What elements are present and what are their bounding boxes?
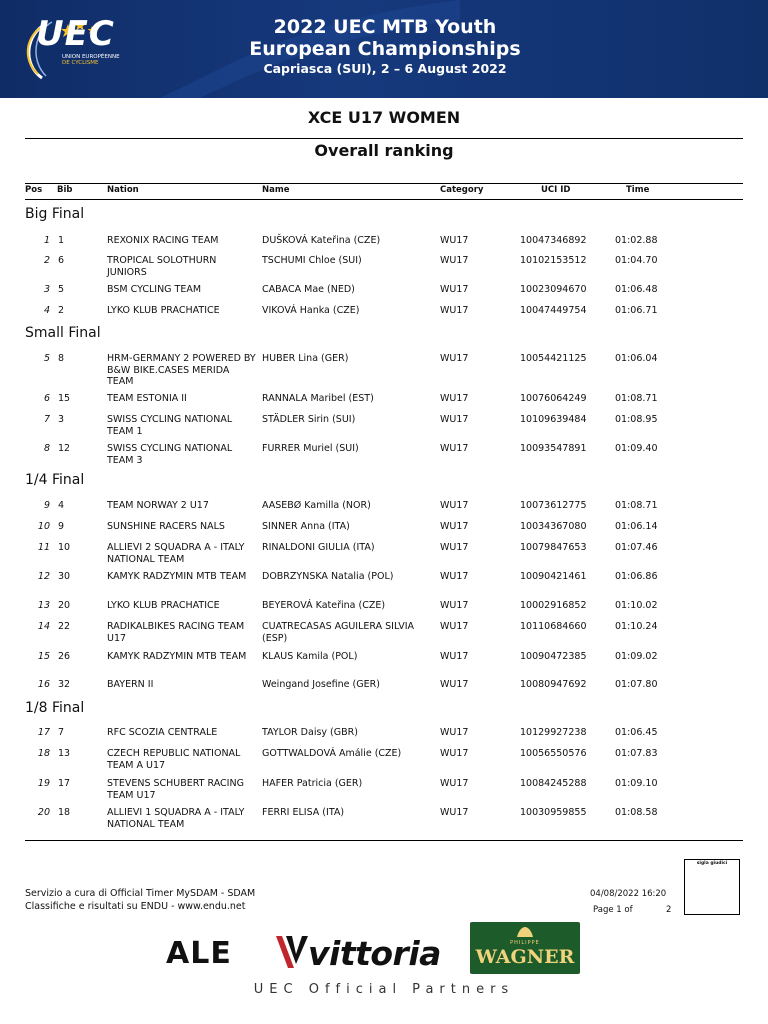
divider <box>25 840 743 841</box>
page-total: 2 <box>666 905 672 915</box>
wagner-crest-icon <box>515 925 535 939</box>
footer-line-1: Servizio a cura di Official Timer MySDAM - SDAM <box>25 888 256 899</box>
ranking-title: Overall ranking <box>314 141 454 160</box>
title-line-1: 2022 UEC MTB Youth <box>273 16 497 38</box>
event-title: XCE U17 WOMEN <box>307 108 461 127</box>
divider <box>25 199 743 200</box>
wagner-logo-text: WAGNER <box>475 946 575 968</box>
championship-title <box>240 16 530 78</box>
official-partners-caption: UEC Official Partners <box>253 982 515 997</box>
wagner-logo <box>470 922 580 974</box>
title-line-3: Capriasca (SUI), 2 – 6 August 2022 <box>263 61 507 76</box>
column-header-nation: Nation <box>107 185 139 195</box>
footer-line-2: Classifiche e risultati su ENDU - www.endu.net <box>25 900 246 912</box>
uec-logo-text: UEC <box>36 14 115 54</box>
vittoria-v-icon <box>274 932 310 972</box>
page-indicator: Page 1 of <box>593 905 633 915</box>
judges-signature-box <box>684 859 740 915</box>
wagner-logo-small: PHILIPPE <box>510 940 540 946</box>
ale-logo: ALE <box>166 936 232 971</box>
judges-signature-label: sigla giudici <box>696 861 728 866</box>
vittoria-logo: vittoria <box>308 934 441 973</box>
section-title: Big Final <box>25 206 85 222</box>
sponsor-logos <box>160 922 590 978</box>
divider <box>25 138 743 139</box>
column-header-name: Name <box>262 185 290 195</box>
section-title: 1/8 Final <box>25 700 85 716</box>
table-header <box>0 184 768 198</box>
uec-logo-subtitle: UNION EUROPÉENNE <box>62 54 120 60</box>
column-header-pos: Pos <box>25 185 43 195</box>
title-line-2: European Championships <box>249 38 521 60</box>
column-header-category: Category <box>440 185 484 195</box>
header-banner <box>0 0 768 98</box>
footer-credits <box>25 888 255 913</box>
column-header-bib: Bib <box>57 185 73 195</box>
column-header-uci-id: UCI ID <box>541 185 571 195</box>
section-title: 1/4 Final <box>25 472 85 488</box>
section-title: Small Final <box>25 325 101 341</box>
print-timestamp: 04/08/2022 16:20 <box>590 889 667 899</box>
column-header-time: Time <box>626 185 650 195</box>
uec-logo-subtitle-2: DE CYCLISME <box>62 60 99 66</box>
website-link[interactable] <box>608 16 768 32</box>
